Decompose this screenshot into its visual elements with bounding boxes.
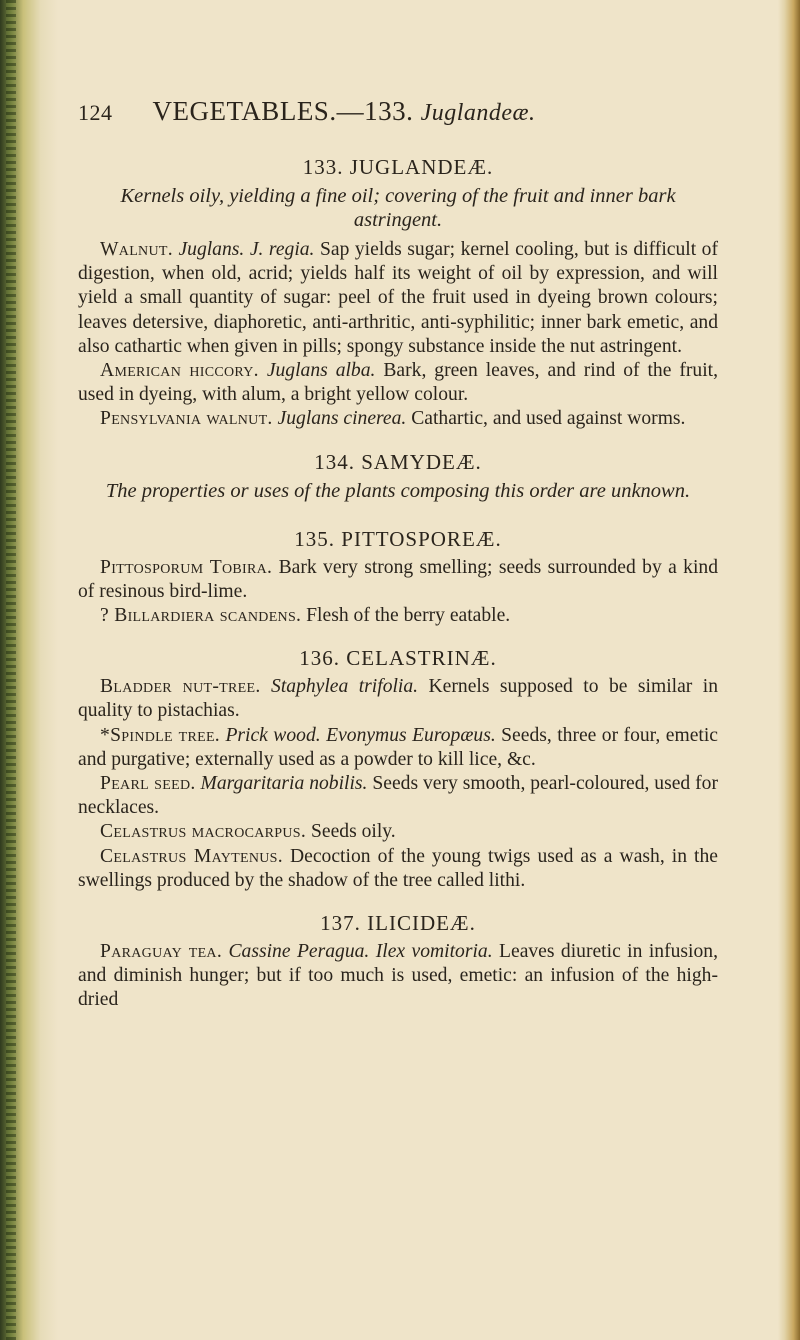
section-gap xyxy=(78,509,718,519)
plant-entry xyxy=(78,845,718,893)
plant-latin-name: Juglans alba. xyxy=(266,360,376,382)
book-page xyxy=(78,96,718,1023)
plant-description: Flesh of the berry eatable. xyxy=(301,605,511,627)
plant-entry xyxy=(78,820,718,844)
plant-description: Seeds oily. xyxy=(306,821,396,843)
plant-common-name: Pensylvania walnut. xyxy=(100,408,273,430)
plant-entry xyxy=(78,359,718,407)
plant-description: Bark very strong smelling; seeds surrounded by a kind of resinous bird-lime. xyxy=(78,556,718,602)
running-title: VEGETABLES.—133. Juglandeæ. xyxy=(152,96,536,126)
plant-description: Decoction of the young twigs used as a wash, in the swellings produced by the shadow of the tree called lithi. xyxy=(78,845,718,891)
plant-entry xyxy=(78,407,718,431)
section-gap xyxy=(78,432,718,442)
plant-entry xyxy=(78,724,718,772)
plant-common-name: American hiccory. xyxy=(100,360,259,382)
order-section xyxy=(78,155,718,442)
plant-latin-name: Juglans cinerea. xyxy=(277,408,407,430)
section-gap xyxy=(78,628,718,638)
plant-description: Cathartic, and used against worms. xyxy=(406,408,686,430)
plant-entry xyxy=(78,604,718,628)
order-section xyxy=(78,911,718,1023)
plant-latin-name: Cassine Peragua. Ilex vomitoria. xyxy=(228,941,493,963)
order-section xyxy=(78,646,718,903)
page-edge xyxy=(778,0,800,1340)
plant-entry xyxy=(78,238,718,359)
plant-description: Seeds very smooth, pearl-coloured, used for necklaces. xyxy=(78,773,718,819)
order-section xyxy=(78,527,718,639)
plant-entry xyxy=(78,675,718,723)
section-gap xyxy=(78,893,718,903)
plant-description: Bark, green leaves, and rind of the fruit, used in dyeing, with alum, a bright yellow colour. xyxy=(78,360,718,406)
plant-common-name: ? Billardiera scandens. xyxy=(100,605,302,627)
order-section xyxy=(78,450,718,519)
plant-common-name: Bladder nut-tree. xyxy=(100,676,261,698)
plant-common-name: Walnut. xyxy=(100,239,173,260)
plant-latin-name: Staphylea trifolia. xyxy=(271,676,419,698)
binding-gutter xyxy=(0,0,58,1340)
order-heading: 136. CELASTRINÆ. xyxy=(299,646,497,671)
plant-common-name: Celastrus Maytenus. xyxy=(100,845,283,867)
plant-common-name: Paraguay tea. xyxy=(100,941,223,963)
plant-entry xyxy=(78,940,718,1013)
plant-description: Sap yields sugar; kernel cooling, but is difficult of digestion, when old, acrid; yields half its weight of oil by expression, and will yield a small quantity of sugar: peel of the fruit used in dyeing brown colours; leaves detersive, diaphoretic, anti-arthritic, anti-syphilitic; inner bark emetic, and also cathartic when given in pills; spongy substance inside the nut astringent. xyxy=(78,239,718,357)
page-content xyxy=(78,155,718,1023)
plant-common-name: *Spindle tree. xyxy=(100,724,220,746)
section-gap xyxy=(78,1013,718,1023)
page-number: 124 xyxy=(78,100,113,125)
plant-latin-name: Prick wood. Evonymus Europæus. xyxy=(225,724,496,746)
plant-common-name: Pearl seed. xyxy=(100,773,196,795)
plant-common-name: Pittosporum Tobira. xyxy=(100,556,273,578)
plant-common-name: Celastrus macrocarpus. xyxy=(100,821,307,843)
order-heading: 137. ILICIDEÆ. xyxy=(320,911,476,936)
plant-description: Seeds, three or four, emetic and purgative; externally used as a powder to kill lice, &c. xyxy=(78,724,718,770)
plant-description: Leaves diuretic in infusion, and diminish hunger; but if too much is used, emetic: an infusion of the high-dried xyxy=(78,941,718,1011)
order-heading: 135. PITTOSPOREÆ. xyxy=(294,526,502,551)
plant-entry xyxy=(78,772,718,820)
order-note: The properties or uses of the plants composing this order are unknown. xyxy=(105,479,691,502)
plant-entry xyxy=(78,556,718,604)
order-heading: 133. JUGLANDEÆ. xyxy=(302,155,494,179)
plant-description: Kernels supposed to be similar in quality to pistachias. xyxy=(78,676,718,722)
order-note: Kernels oily, yielding a fine oil; covering of the fruit and inner bark astringent. xyxy=(120,185,676,231)
running-head xyxy=(78,96,718,127)
plant-latin-name: Margaritaria nobilis. xyxy=(200,773,368,795)
plant-latin-name: Juglans. J. regia. xyxy=(178,239,315,260)
order-heading: 134. SAMYDEÆ. xyxy=(314,449,482,474)
